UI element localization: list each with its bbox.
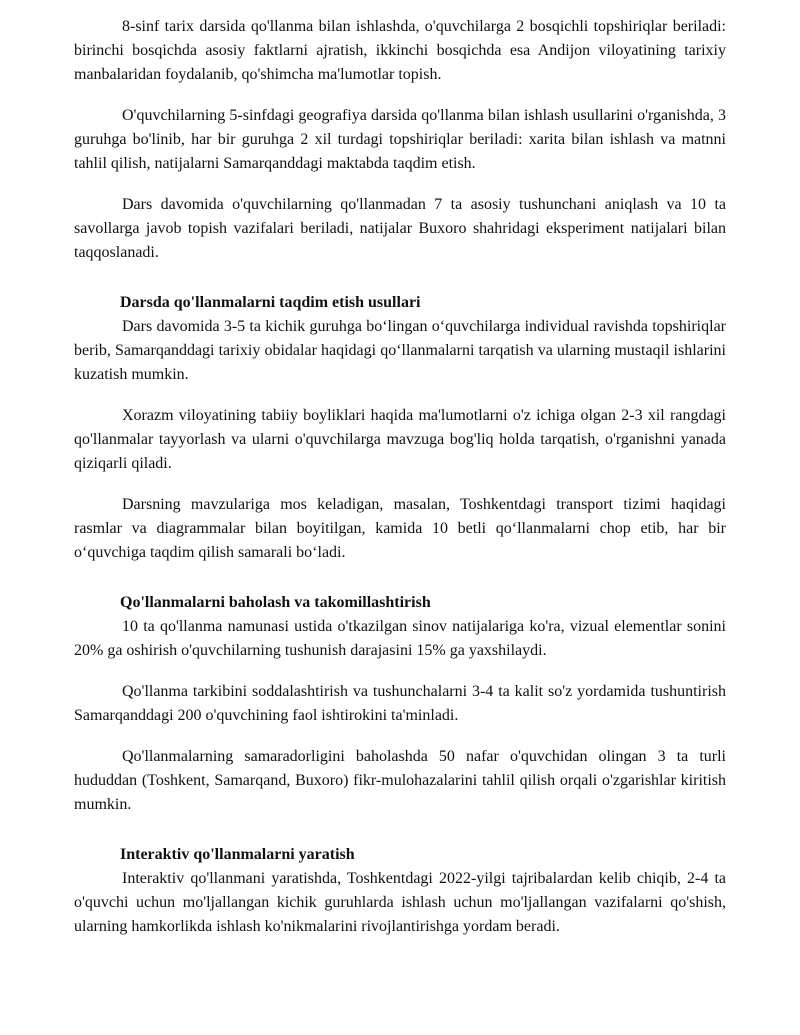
paragraph: 10 ta qo'llanma namunasi ustida o'tkazilgan sinov natijalariga ko'ra, vizual elementlar sonini 20% ga oshirish o'quvchilarning tushunish darajasini 15% ga yaxshilaydi. <box>74 618 726 659</box>
paragraph: Dars davomida 3-5 ta kichik guruhga bo‘lingan o‘quvchilarga individual ravishda topshiriqlar berib, Samarqanddagi tarixiy obidalar haqidagi qo‘llanmalarni tarqatish va ularning mustaqil ishlarini kuzatish mumkin. <box>74 318 726 383</box>
section-heading-evaluation: Qo'llanmalarni baholash va takomillashtirish <box>120 594 431 611</box>
paragraph: 8-sinf tarix darsida qo'llanma bilan ishlashda, o'quvchilarga 2 bosqichli topshiriqlar beriladi: birinchi bosqichda asosiy faktlarni ajratish, ikkinchi bosqichda esa Andijon viloyatining tarixiy manbalaridan foydalanib, qo'shimcha ma'lumotlar topish. <box>74 18 726 83</box>
paragraph: Darsning mavzulariga mos keladigan, masalan, Toshkentdagi transport tizimi haqidagi rasmlar va diagrammalar bilan boyitilgan, kamida 10 betli qo‘llanmalarni chop etib, har bir o‘quvchiga taqdim qilish samarali bo‘ladi. <box>74 496 726 561</box>
paragraph: O'quvchilarning 5-sinfdagi geografiya darsida qo'llanma bilan ishlash usullarini o'rganishda, 3 guruhga bo'linib, har bir guruhga 2 xil turdagi topshiriqlar beriladi: xarita bilan ishlash va matnni tahlil qilish, natijalarni Samarqanddagi maktabda taqdim etish. <box>74 107 726 172</box>
paragraph: Xorazm viloyatining tabiiy boyliklari haqida ma'lumotlarni o'z ichiga olgan 2-3 xil rangdagi qo'llanmalar tayyorlash va ularni o'quvchilarga mavzuga bog'liq holda tarqatish, o'rganishni yanada qiziqarli qiladi. <box>74 407 726 472</box>
paragraph: Qo'llanmalarning samaradorligini baholashda 50 nafar o'quvchidan olingan 3 ta turli hududdan (Toshkent, Samarqand, Buxoro) fikr-mulohazalarini tahlil qilish orqali o'zgarishlar kiritish mumkin. <box>74 748 726 813</box>
section-heading-interactive: Interaktiv qo'llanmalarni yaratish <box>120 846 355 863</box>
paragraph: Qo'llanma tarkibini soddalashtirish va tushunchalarni 3-4 ta kalit so'z yordamida tushuntirish Samarqanddagi 200 o'quvchining faol ishtirokini ta'minladi. <box>74 683 726 724</box>
paragraph: Interaktiv qo'llanmani yaratishda, Toshkentdagi 2022-yilgi tajribalardan kelib chiqib, 2-4 ta o'quvchi uchun mo'ljallangan kichik guruhlarda ishlash uchun mo'ljallangan vazifalarni qo'shish, ularning hamkorlikda ishlash ko'nikmalarini rivojlantirishga yordam beradi. <box>74 870 726 935</box>
section-heading-presentation-methods: Darsda qo'llanmalarni taqdim etish usullari <box>120 294 421 311</box>
paragraph: Dars davomida o'quvchilarning qo'llanmadan 7 ta asosiy tushunchani aniqlash va 10 ta savollarga javob topish vazifalari beriladi, natijalar Buxoro shahridagi eksperiment natijalari bilan taqqoslanadi. <box>74 196 726 261</box>
